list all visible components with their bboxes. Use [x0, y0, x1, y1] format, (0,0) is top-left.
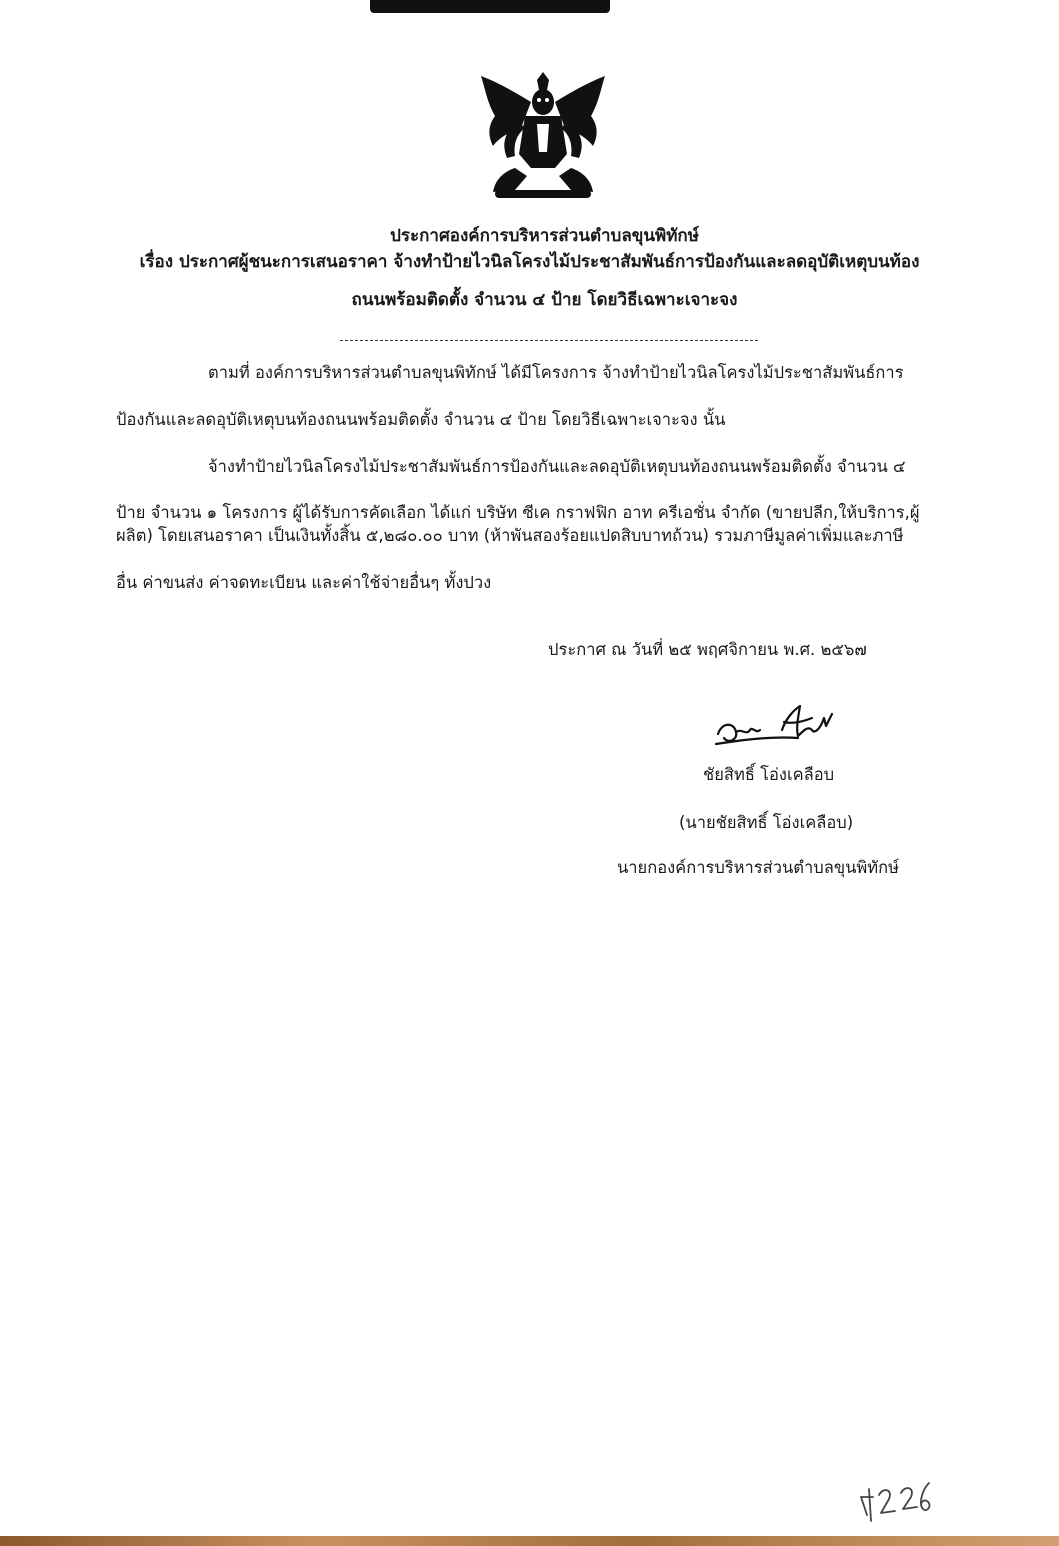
separator-dashed-line — [340, 340, 758, 341]
paragraph-2-line-1: จ้างทำป้ายไวนิลโครงไม้ประชาสัมพันธ์การป้องกันและลดอุบัติเหตุบนท้องถนนพร้อมติดตั้ง จำนวน ๔ — [208, 457, 906, 476]
paragraph-2-line-2: ป้าย จำนวน ๑ โครงการ ผู้ได้รับการคัดเลือก ได้แก่ บริษัท ซีเค กราฟฟิก อาท ครีเอชั่น จำกัด (ขายปลีก,ให้บริการ,ผู้ — [116, 503, 920, 522]
paragraph-2-line-3: ผลิต) โดยเสนอราคา เป็นเงินทั้งสิ้น ๕,๒๘๐.๐๐ บาท (ห้าพันสองร้อยแปดสิบบาทถ้วน) รวมภาษีมูลค่าเพิ่มและภาษี — [116, 526, 904, 545]
handwritten-page-note — [855, 1475, 935, 1525]
garuda-emblem-icon — [475, 72, 611, 204]
signatory-position: นายกองค์การบริหารส่วนตำบลขุนพิทักษ์ — [617, 858, 900, 877]
paragraph-1-line-2: ป้องกันและลดอุบัติเหตุบนท้องถนนพร้อมติดตั้ง จำนวน ๔ ป้าย โดยวิธีเฉพาะเจาะจง นั้น — [116, 410, 726, 429]
org-announcement-title: ประกาศองค์การบริหารส่วนตำบลขุนพิทักษ์ — [390, 226, 699, 246]
paragraph-2-line-4: อื่น ค่าขนส่ง ค่าจดทะเบียน และค่าใช้จ่ายอื่นๆ ทั้งปวง — [116, 573, 492, 592]
subject-line-1: เรื่อง ประกาศผู้ชนะการเสนอราคา จ้างทำป้ายไวนิลโครงไม้ประชาสัมพันธ์การป้องกันและลดอุบัติเหตุบนท้อง — [139, 252, 920, 272]
scan-edge-top — [370, 0, 610, 13]
announce-date: ประกาศ ณ วันที่ ๒๕ พฤศจิกายน พ.ศ. ๒๕๖๗ — [548, 640, 867, 659]
subject-line-2: ถนนพร้อมติดตั้ง จำนวน ๔ ป้าย โดยวิธีเฉพาะเจาะจง — [351, 290, 738, 310]
signatory-name: ชัยสิทธิ์ โอ่งเคลือบ — [703, 765, 835, 784]
paragraph-1-line-1: ตามที่ องค์การบริหารส่วนตำบลขุนพิทักษ์ ได้มีโครงการ จ้างทำป้ายไวนิลโครงไม้ประชาสัมพันธ์การ — [208, 363, 904, 382]
handwritten-signature — [712, 700, 842, 752]
scan-edge-bottom — [0, 1536, 1059, 1546]
signatory-full-name: (นายชัยสิทธิ์ โอ่งเคลือบ) — [679, 813, 854, 832]
